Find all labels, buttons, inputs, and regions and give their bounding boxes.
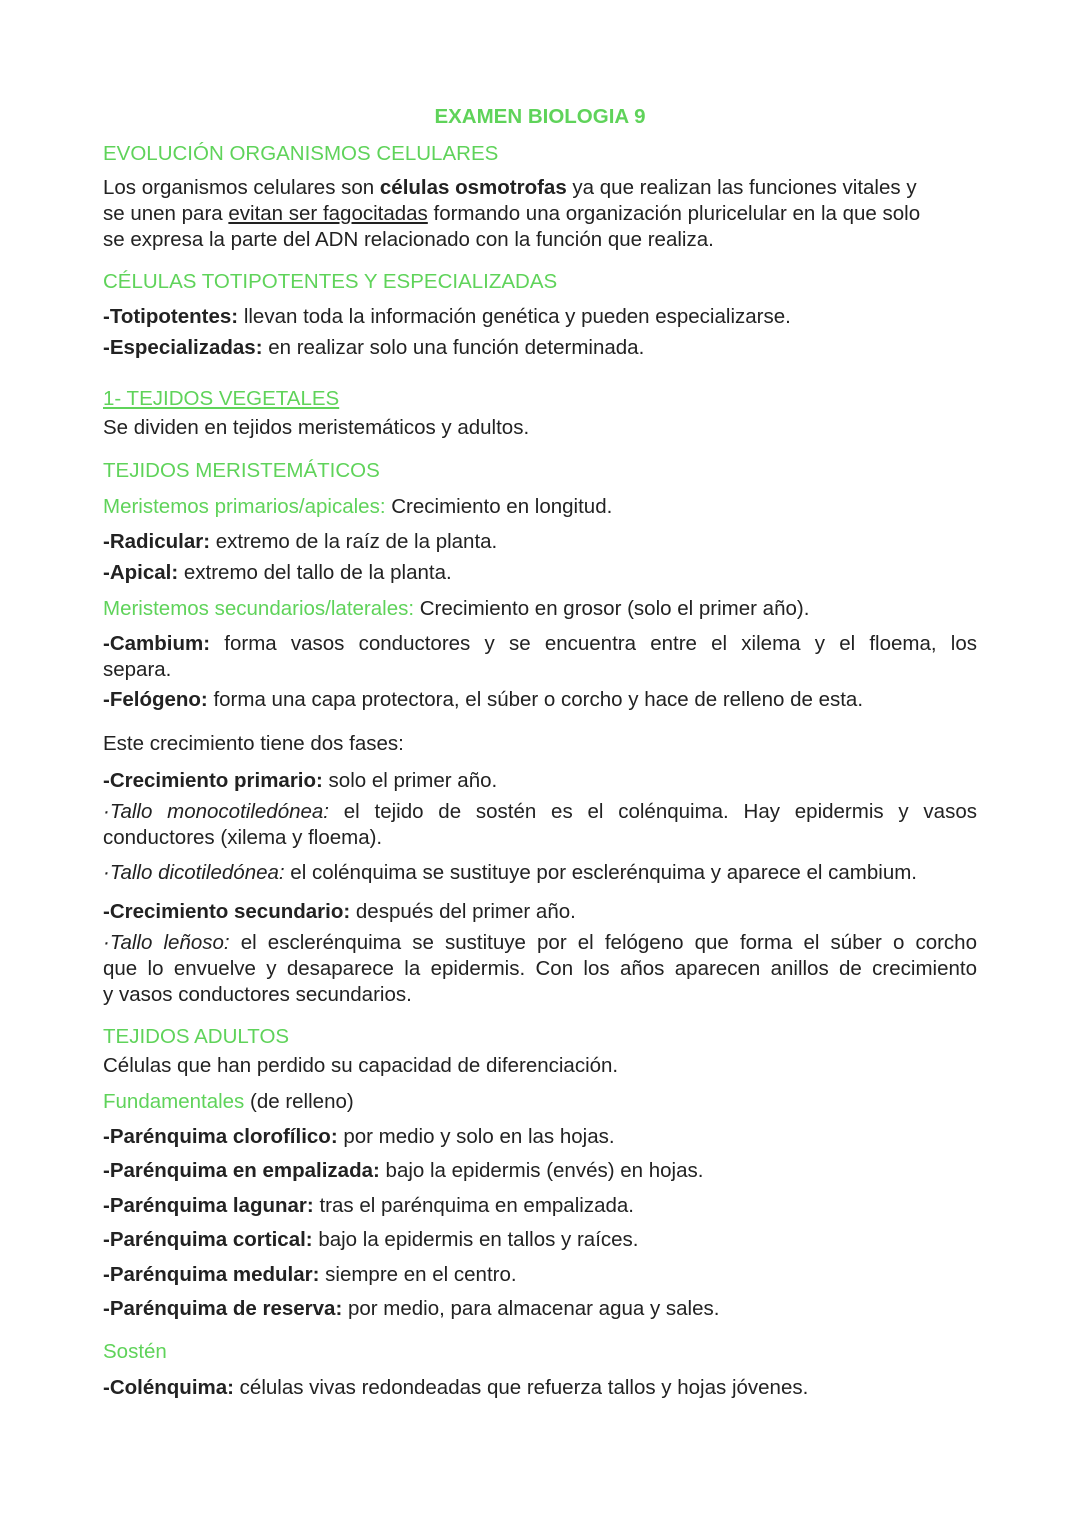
crecimiento-secundario-item: -Crecimiento secundario: después del primer año. (103, 900, 576, 923)
lenoso-line-3: y vasos conductores secundarios. (103, 983, 412, 1006)
vegetales-intro: Se dividen en tejidos meristemáticos y adultos. (103, 416, 530, 439)
radicular-item: -Radicular: extremo de la raíz de la planta. (103, 530, 498, 553)
heading-meristematicos: TEJIDOS MERISTEMÁTICOS (103, 459, 380, 482)
parenquima-cortical-item: -Parénquima cortical: bajo la epidermis en tallos y raíces. (103, 1228, 639, 1251)
meristemos-primarios: Meristemos primarios/apicales: Crecimiento en longitud. (103, 495, 613, 518)
apical-item: -Apical: extremo del tallo de la planta. (103, 561, 452, 584)
heading-adultos: TEJIDOS ADULTOS (103, 1025, 290, 1048)
parenquima-empalizada-item: -Parénquima en empalizada: bajo la epidermis (envés) en hojas. (103, 1159, 704, 1182)
parenquima-clorofilico-item: -Parénquima clorofílico: por medio y solo en las hojas. (103, 1125, 615, 1148)
monocotiledonea-line-1: ·Tallo monocotiledónea: el tejido de sostén es el colénquima. Hay epidermis y vasos (103, 800, 977, 823)
parenquima-reserva-item: -Parénquima de reserva: por medio, para almacenar agua y sales. (103, 1297, 720, 1320)
heading-evolucion: EVOLUCIÓN ORGANISMOS CELULARES (103, 142, 499, 165)
evolucion-line-1: Los organismos celulares son células osmotrofas ya que realizan las funciones vitales y (103, 176, 917, 199)
lenoso-line-1: ·Tallo leñoso: el esclerénquima se sustituye por el felógeno que forma el súber o corcho (103, 931, 977, 954)
lenoso-line-2: que lo envuelve y desaparece la epidermis. Con los años aparecen anillos de crecimiento (103, 957, 977, 980)
adultos-intro: Células que han perdido su capacidad de diferenciación. (103, 1054, 619, 1077)
parenquima-lagunar-item: -Parénquima lagunar: tras el parénquima en empalizada. (103, 1194, 634, 1217)
parenquima-medular-item: -Parénquima medular: siempre en el centro. (103, 1263, 517, 1286)
cambium-item-line-1: -Cambium: forma vasos conductores y se encuentra entre el xilema y el floema, los (103, 632, 977, 655)
document-title: EXAMEN BIOLOGIA 9 (434, 105, 646, 128)
especializadas-item: -Especializadas: en realizar solo una función determinada. (103, 336, 645, 359)
evolucion-line-3: se expresa la parte del ADN relacionado con la función que realiza. (103, 228, 714, 251)
crecimiento-primario-item: -Crecimiento primario: solo el primer año. (103, 769, 498, 792)
meristemos-secundarios: Meristemos secundarios/laterales: Crecimiento en grosor (solo el primer año). (103, 597, 810, 620)
dicotiledonea-item: ·Tallo dicotiledónea: el colénquima se sustituye por esclerénquima y aparece el cambium. (103, 861, 917, 884)
fundamentales-label: Fundamentales (de relleno) (103, 1090, 354, 1113)
fases-intro: Este crecimiento tiene dos fases: (103, 732, 404, 755)
sosten-label: Sostén (103, 1340, 167, 1363)
monocotiledonea-line-2: conductores (xilema y floema). (103, 826, 383, 849)
colenquima-item: -Colénquima: células vivas redondeadas que refuerza tallos y hojas jóvenes. (103, 1376, 809, 1399)
cambium-item-line-2: separa. (103, 658, 172, 681)
totipotentes-item: -Totipotentes: llevan toda la información genética y pueden especializarse. (103, 305, 791, 328)
felogeno-item: -Felógeno: forma una capa protectora, el súber o corcho y hace de relleno de esta. (103, 688, 864, 711)
heading-celulas: CÉLULAS TOTIPOTENTES Y ESPECIALIZADAS (103, 270, 558, 293)
evolucion-line-2: se unen para evitan ser fagocitadas formando una organización pluricelular en la que solo (103, 202, 921, 225)
heading-tejidos-vegetales: 1- TEJIDOS VEGETALES (103, 387, 340, 410)
